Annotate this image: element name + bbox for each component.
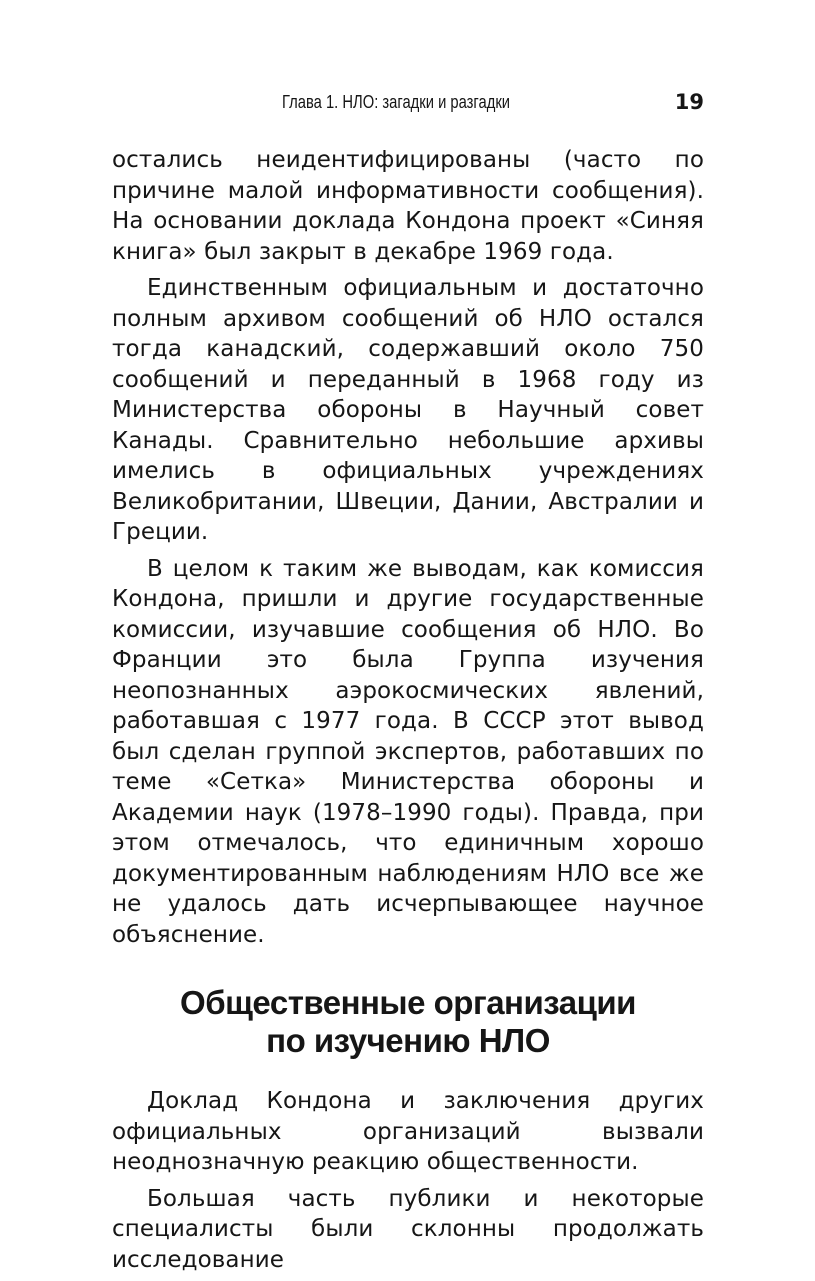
chapter-title: Глава 1. НЛО: загадки и разгадки — [282, 92, 511, 112]
page-body — [112, 145, 704, 1281]
paragraph-archive: Единственным официальным и достаточно полным архивом сообщений об НЛО остался тогда канадский, содержавший около 750 сообщений и переданный в 1968 году из Министерства обороны в Научный совет Канады. Сравнительно небольшие архивы имелись в официальных учреждениях Великобритании, Швеции, Дании, Австралии и Греции. — [112, 275, 704, 545]
paragraph-commissions: В целом к таким же выводам, как комиссия Кондона, пришли и другие государственные комиссии, изучавшие сообщения об НЛО. Во Франции это была Группа изучения неопознанных аэрокосмических явлений, работавшая с 1977 года. В СССР этот вывод был сделан группой экспертов, работавших по теме «Сетка» Министерства обороны и Академии наук (1978–1990 годы). Правда, при этом отмечалось, что единичным хорошо документированным наблюдениям НЛО все же не удалось дать исчерпывающее научное объяснение. — [112, 555, 704, 948]
page-number: 19 — [674, 90, 704, 114]
section-heading-line-2: по изучению НЛО — [266, 1022, 550, 1059]
section-heading — [112, 984, 704, 1060]
section-heading-line-1: Общественные организации — [180, 984, 636, 1021]
paragraph-continuation: остались неидентифицированы (часто по причине малой информативности сообщения). На основании доклада Кондона проект «Синяя книга» был закрыт в декабре 1969 года. — [112, 147, 704, 265]
running-header — [112, 90, 704, 118]
paragraph-public-opinion: Большая часть публики и некоторые специалисты были склонны продолжать исследование — [112, 1185, 704, 1273]
paragraph-condon-report: Доклад Кондона и заключения других официальных организаций вызвали неоднозначную реакцию общественности. — [112, 1088, 704, 1175]
